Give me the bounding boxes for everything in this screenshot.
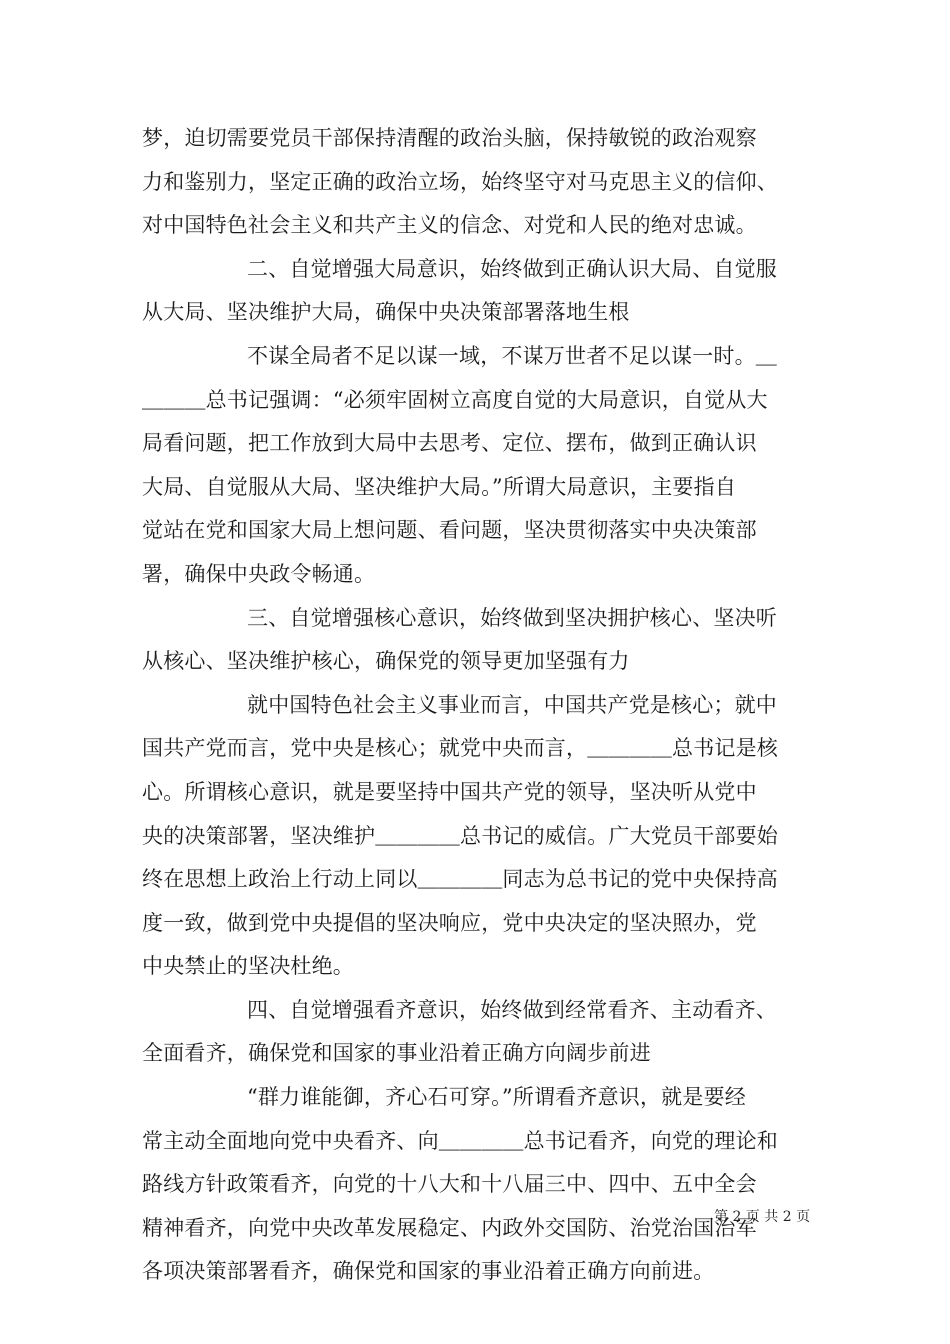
section-heading-2: 二、自觉增强大局意识，始终做到正确认识大局、自觉服 bbox=[247, 256, 777, 281]
text-line: 中央禁止的坚决杜绝。 bbox=[142, 954, 354, 979]
text-line: 度一致，做到党中央提倡的坚决响应，党中央决定的坚决照办，党 bbox=[142, 910, 757, 935]
text-line: ＿＿＿总书记强调：“必须牢固树立高度自觉的大局意识，自觉从大 bbox=[142, 387, 768, 412]
document-body bbox=[142, 117, 812, 1294]
text-line: 就中国特色社会主义事业而言，中国共产党是核心；就中 bbox=[247, 692, 777, 717]
text-line: 路线方针政策看齐，向党的十八大和十八届三中、四中、五中全会 bbox=[142, 1172, 757, 1197]
text-line: “群力谁能御，齐心石可穿。”所谓看齐意识，就是要经 bbox=[247, 1085, 746, 1110]
text-line: 署，确保中央政令畅通。 bbox=[142, 561, 376, 586]
section-heading-3-cont: 从核心、坚决维护核心，确保党的领导更加坚强有力 bbox=[142, 649, 630, 674]
text-line: 各项决策部署看齐，确保党和国家的事业沿着正确方向前进。 bbox=[142, 1259, 715, 1284]
text-line: 局看问题，把工作放到大局中去思考、定位、摆布，做到正确认识 bbox=[142, 431, 757, 456]
text-line: 大局、自觉服从大局、坚决维护大局。”所谓大局意识，主要指自 bbox=[142, 474, 737, 499]
section-heading-4: 四、自觉增强看齐意识，始终做到经常看齐、主动看齐、 bbox=[247, 997, 777, 1022]
text-line: 觉站在党和国家大局上想问题、看问题，坚决贯彻落实中央决策部 bbox=[142, 518, 757, 543]
section-heading-3: 三、自觉增强核心意识，始终做到坚决拥护核心、坚决听 bbox=[247, 605, 777, 630]
text-line: 心。所谓核心意识，就是要坚持中国共产党的领导，坚决听从党中 bbox=[142, 779, 757, 804]
text-line: 力和鉴别力，坚定正确的政治立场，始终坚守对马克思主义的信仰、 bbox=[142, 169, 778, 194]
section-heading-4-cont: 全面看齐，确保党和国家的事业沿着正确方向阔步前进 bbox=[142, 1041, 651, 1066]
text-line: 精神看齐，向党中央改革发展稳定、内政外交国防、治党治国治军 bbox=[142, 1215, 757, 1240]
text-line: 国共产党而言，党中央是核心；就党中央而言，＿＿＿＿总书记是核 bbox=[142, 736, 778, 761]
section-heading-2-cont: 从大局、坚决维护大局，确保中央决策部署落地生根 bbox=[142, 300, 630, 325]
text-line: 央的决策部署，坚决维护＿＿＿＿总书记的威信。广大党员干部要始 bbox=[142, 823, 778, 848]
page-number-footer: 第 2 页 共 2 页 bbox=[714, 1209, 811, 1225]
text-line: 终在思想上政治上行动上同以＿＿＿＿同志为总书记的党中央保持高 bbox=[142, 867, 778, 892]
text-line: 不谋全局者不足以谋一域，不谋万世者不足以谋一时。＿ bbox=[247, 343, 777, 368]
text-line: 常主动全面地向党中央看齐、向＿＿＿＿总书记看齐，向党的理论和 bbox=[142, 1128, 778, 1153]
text-line: 对中国特色社会主义和共产主义的信念、对党和人民的绝对忠诚。 bbox=[142, 213, 757, 238]
text-line: 梦，迫切需要党员干部保持清醒的政治头脑，保持敏锐的政治观察 bbox=[142, 126, 757, 150]
